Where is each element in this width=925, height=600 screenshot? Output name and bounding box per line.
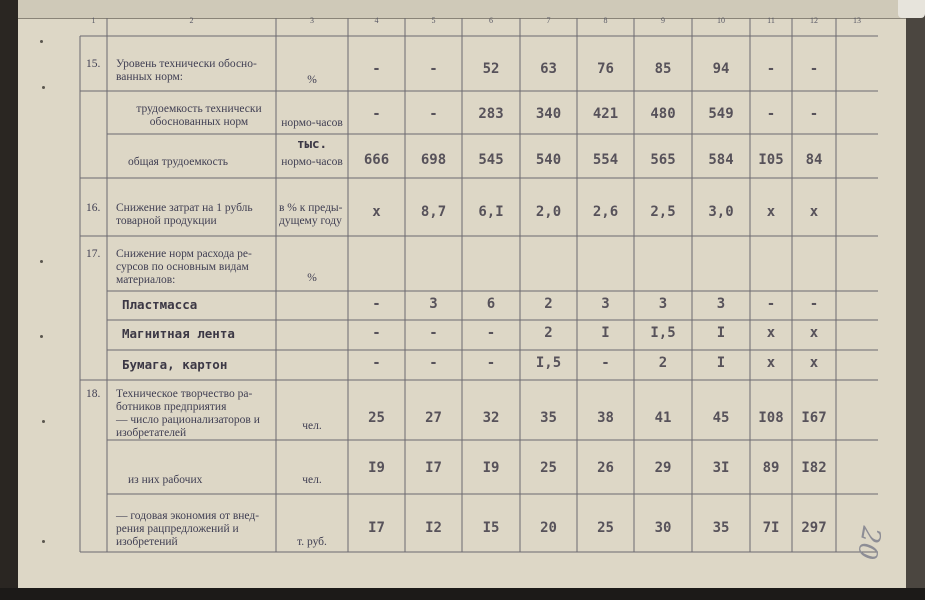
column-number: 13	[853, 16, 861, 25]
table-cell: 480	[650, 106, 676, 122]
table-cell: 666	[363, 152, 390, 168]
table-cell: 85	[654, 61, 672, 77]
table-cell: 421	[592, 106, 619, 122]
column-number: 5	[431, 16, 436, 25]
table-cell: -	[429, 325, 438, 341]
table-cell: 76	[597, 61, 614, 77]
binding-hole	[42, 420, 45, 423]
table-cell: 2	[544, 325, 553, 341]
table-cell: -	[486, 355, 496, 371]
column-number: 6	[489, 16, 493, 25]
table-cell: -	[809, 296, 819, 312]
table-cell: I	[716, 325, 726, 341]
table-cell: 38	[597, 410, 614, 426]
table-cell: х	[766, 355, 776, 371]
table-cell: I,5	[650, 325, 676, 341]
table-cell: -	[766, 61, 776, 77]
column-number: 3	[310, 16, 314, 25]
row-label: Бумага, картон	[122, 357, 228, 372]
table-cell: I,5	[535, 355, 562, 371]
table-cell: 29	[654, 460, 672, 476]
table-cell: -	[486, 325, 496, 341]
row-label: Магнитная лента	[122, 326, 235, 341]
background-edge-right	[906, 0, 925, 600]
row-unit: %	[307, 74, 317, 86]
table-cell: -	[766, 296, 776, 312]
column-number: 2	[189, 16, 194, 25]
column-number: 12	[810, 16, 818, 25]
row-unit: %	[307, 272, 317, 284]
table-cell: 63	[540, 61, 557, 77]
table-cell: -	[372, 106, 381, 122]
table-cell: 2	[658, 355, 668, 371]
table-cell: 94	[712, 61, 730, 77]
binding-hole	[42, 540, 45, 543]
table-cell: -	[372, 355, 381, 371]
row-label: — годовая экономия от внед- рения рацпредложений и изобретений	[116, 510, 260, 548]
row-unit: чел.	[302, 420, 322, 432]
table-cell: -	[372, 296, 381, 312]
table-cell: 6,I	[478, 204, 504, 220]
table-cell: -	[372, 61, 381, 77]
paper-clip	[898, 0, 925, 18]
column-number: 9	[661, 16, 665, 25]
document-page	[18, 0, 906, 588]
row-unit: нормо-часов	[281, 117, 343, 129]
table-cell: -	[372, 325, 381, 341]
table-cell: I67	[801, 410, 827, 426]
row-label: Уровень технически обосно- ванных норм:	[116, 58, 257, 83]
row-label: Снижение норм расхода ре- сурсов по основным видам материалов:	[116, 248, 252, 286]
table-cell: 41	[654, 410, 672, 426]
table-cell: 89	[762, 460, 780, 476]
table-cell: 283	[478, 106, 504, 122]
table-cell: 25	[368, 410, 385, 426]
table-cell: 25	[540, 460, 557, 476]
table-cell: 3	[658, 296, 668, 312]
table-cell: 584	[708, 152, 734, 168]
row-unit: нормо-часов	[281, 156, 343, 168]
table-cell: 2,5	[650, 204, 676, 220]
handwritten-page-number: 20	[850, 524, 887, 562]
table-cell: I08	[758, 410, 784, 426]
table-cell: х	[766, 204, 776, 220]
column-number: 10	[717, 16, 725, 25]
table-cell: 545	[478, 152, 504, 168]
table-cell: I5	[482, 520, 500, 536]
table-cell: -	[601, 355, 610, 371]
table-cell: 45	[712, 410, 730, 426]
table-cell: 7I	[762, 520, 780, 536]
row-label: Техническое творчество ра- ботников предприятия — число рационализаторов и изобретателей	[116, 388, 260, 439]
table-cell: 3	[429, 296, 438, 312]
table-cell: 27	[425, 410, 442, 426]
row-unit: в % к преды- дущему году	[279, 202, 343, 227]
table-cell: 52	[482, 61, 500, 77]
table-cell: 2,6	[592, 204, 619, 220]
binding-hole	[42, 86, 45, 89]
table-cell: 30	[654, 520, 672, 536]
table-cell: I9	[482, 460, 500, 476]
table-cell: 2	[544, 296, 553, 312]
row-unit: чел.	[302, 474, 322, 486]
table-cell: I	[716, 355, 726, 371]
table-cell: -	[809, 61, 819, 77]
row-number: 17.	[86, 248, 101, 260]
table-cell: I7	[368, 520, 385, 536]
table-cell: 698	[420, 152, 447, 168]
table-cell: 540	[535, 152, 562, 168]
table-cell: 3	[716, 296, 726, 312]
table-cell: -	[809, 106, 819, 122]
table-cell: х	[809, 204, 819, 220]
row-number: 18.	[86, 388, 101, 400]
table-cell: х	[809, 325, 819, 341]
table-cell: I	[601, 325, 610, 341]
table-cell: -	[766, 106, 776, 122]
table-cell: I05	[758, 152, 784, 168]
row-label: Пластмасса	[122, 297, 198, 312]
table-cell: 554	[592, 152, 619, 168]
table-cell: 2,0	[535, 204, 562, 220]
table-cell: 32	[482, 410, 500, 426]
table-cell: 84	[805, 152, 823, 168]
table-cell: х	[766, 325, 776, 341]
column-number: 4	[374, 16, 379, 25]
row-label: Снижение затрат на 1 рубль товарной продукции	[116, 202, 253, 227]
column-number: 8	[603, 16, 608, 25]
binding-hole	[40, 260, 43, 263]
binding-hole	[40, 335, 43, 338]
column-number: 11	[767, 16, 775, 25]
table-cell: 35	[540, 410, 557, 426]
table-cell: I9	[368, 460, 385, 476]
table-cell: х	[372, 204, 381, 220]
row-unit-prefix: тыс.	[296, 136, 328, 151]
table-cell: 8,7	[420, 204, 447, 220]
row-number: 15.	[86, 58, 101, 70]
table-cell: 3,0	[708, 204, 734, 220]
table-cell: 35	[712, 520, 730, 536]
row-unit: т. руб.	[297, 536, 327, 548]
row-label: общая трудоемкость	[128, 156, 229, 168]
table-cell: 3I	[712, 460, 730, 476]
table-cell: 565	[650, 152, 676, 168]
table-cell: 297	[801, 520, 827, 536]
background-edge-bottom	[0, 588, 925, 600]
table-cell: -	[429, 355, 438, 371]
table-cell: 20	[540, 520, 557, 536]
table-cell: 340	[535, 106, 562, 122]
table-cell: I7	[425, 460, 442, 476]
table-cell: 25	[597, 520, 614, 536]
table-cell: 26	[597, 460, 614, 476]
table-cell: 549	[708, 106, 734, 122]
column-number: 1	[91, 16, 96, 25]
binding-hole	[40, 40, 43, 43]
table-cell: I2	[425, 520, 442, 536]
table-cell: -	[429, 61, 438, 77]
table-cell: -	[429, 106, 438, 122]
table-cell: х	[809, 355, 819, 371]
table-cell: 3	[601, 296, 610, 312]
column-number: 7	[546, 16, 551, 25]
row-label: трудоемкость технически обоснованных норм	[136, 103, 262, 128]
row-label: из них рабочих	[128, 474, 203, 486]
row-number: 16.	[86, 202, 101, 214]
table-cell: 6	[486, 296, 496, 312]
table-cell: I82	[801, 460, 827, 476]
